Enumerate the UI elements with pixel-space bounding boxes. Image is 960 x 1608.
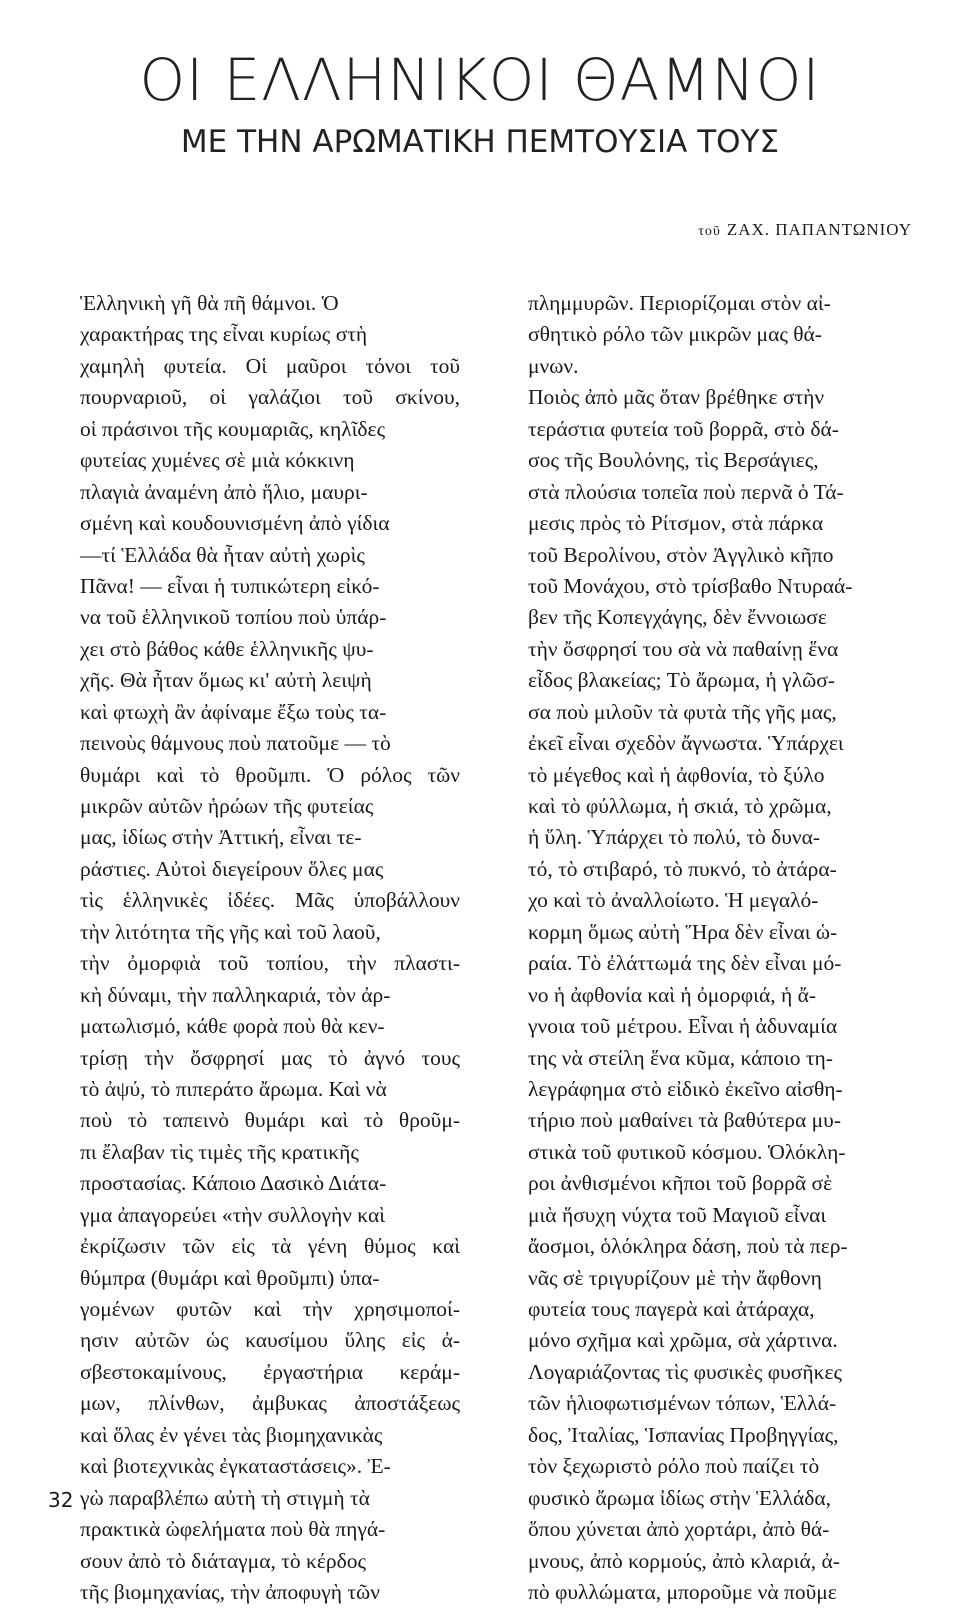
article-subtitle: ΜΕ ΤΗΝ ΑΡΩΜΑΤΙΚΗ ΠΕΜΤΟΥΣΙΑ ΤΟΥΣ — [180, 124, 780, 160]
text-line: τῆς βιομηχανίας, τὴν ἀποφυγὴ τῶν — [80, 1579, 380, 1604]
text-line: πλαγιὰ ἀναμένη ἀπὸ ἥλιο, μαυρι- — [80, 479, 368, 504]
text-line: θυμάρι καὶ τὸ θροῦμπι. Ὁ ρόλος τῶν — [80, 762, 460, 787]
text-line: γομένων φυτῶν καὶ τὴν χρησιμοποί- — [80, 1297, 460, 1321]
text-line: της νὰ στείλη ἕνα κῦμα, κάποιο τη- — [528, 1045, 833, 1070]
text-line: —τί Ἑλλάδα θὰ ἦταν αὐτὴ χωρὶς — [80, 542, 365, 567]
text-line: ροι ἀνθισμένοι κῆποι τοῦ βορρᾶ σὲ — [528, 1171, 833, 1196]
text-line: πὸ φυλλώματα, μποροῦμε νὰ ποῦμε — [528, 1579, 837, 1604]
text-line: νᾶς σὲ τριγυρίζουν μὲ τὴν ἄφθονη — [528, 1265, 822, 1290]
text-line: ποὺ τὸ ταπεινὸ θυμάρι καὶ τὸ θροῦμ- — [80, 1108, 460, 1133]
text-line: ἄοσμοι, ὁλόκληρα δάση, ποὺ τὰ περ- — [528, 1234, 848, 1259]
text-line: ὅπου χύνεται ἀπὸ χορτάρι, ἀπὸ θά- — [528, 1517, 830, 1542]
text-line: πρακτικὰ ὠφελήματα ποὺ θὰ πηγά- — [80, 1517, 386, 1542]
text-line: σος τῆς Βουλόνης, τὶς Βερσάγιες, — [528, 448, 819, 473]
text-line: Πᾶνα! — εἶναι ἡ τυπικώτερη εἰκό- — [80, 573, 380, 598]
text-line: ράστιες. Αὐτοὶ διεγείρουν ὅλες μας — [80, 856, 384, 881]
text-line: ἐκρίζωσιν τῶν εἰς τὰ γένη θύμος καὶ — [80, 1234, 460, 1259]
text-line: τῶν ἡλιοφωτισμένων τόπων, Ἑλλά- — [528, 1391, 837, 1416]
text-line: γὼ παραβλέπω αὐτὴ τὴ στιγμὴ τὰ — [80, 1485, 370, 1510]
text-line: τοῦ Μονάχου, στὸ τρίσβαθο Ντυραά- — [528, 573, 853, 598]
text-line: κὴ δύναμι, τὴν παλληκαριά, τὸν ἀρ- — [80, 982, 391, 1007]
text-line: εἶδος βλακείας; Τὸ ἄρωμα, ἡ γλῶσ- — [528, 668, 835, 693]
text-line: μων, πλίνθων, ἀμβυκας ἀποστάξεως — [80, 1391, 460, 1416]
text-line: σβεστοκαμίνους, ἐργαστήρια κεράμ- — [80, 1359, 460, 1384]
text-line: να τοῦ ἑλληνικοῦ τοπίου ποὺ ὑπάρ- — [80, 605, 387, 630]
text-line: μόνο σχῆμα καὶ χρῶμα, σὰ χάρτινα. — [528, 1328, 838, 1353]
text-line: ματωλισμό, κάθε φορὰ ποὺ θὰ κεν- — [80, 1014, 385, 1039]
text-line: μικρῶν αὐτῶν ἡρώων τῆς φυτείας — [80, 794, 374, 818]
text-line: σμένη καὶ κουδουνισμένη ἀπὸ γίδια — [80, 511, 390, 536]
text-line: βεν τῆς Κοπεγχάγης, δὲν ἔννοιωσε — [528, 605, 827, 630]
text-line: τὸ μέγεθος καὶ ἡ ἀφθονία, τὸ ξύλο — [528, 762, 825, 787]
article-title: ΟΙ ΕΛΛΗΝΙΚΟΙ ΘΑΜΝΟΙ — [139, 46, 821, 114]
text-line: τήριο ποὺ μαθαίνει τὰ βαθύτερα μυ- — [528, 1108, 841, 1133]
author-byline — [698, 220, 912, 240]
text-line: γμα ἀπαγορεύει «τὴν συλλογὴν καὶ — [80, 1202, 385, 1227]
text-line: σα ποὺ μιλοῦν τὰ φυτὰ τῆς γῆς μας, — [528, 699, 837, 724]
text-line: μας, ἰδίως στὴν Ἀττική, εἶναι τε- — [80, 825, 362, 850]
text-line: μεσις πρὸς τὸ Ρίτσμον, στὰ πάρκα — [528, 511, 824, 536]
text-line: ἡ ὕλη. Ὑπάρχει τὸ πολύ, τὸ δυνα- — [528, 825, 821, 850]
page-number: 32 — [48, 1488, 74, 1512]
text-line: οἱ πράσινοι τῆς κουμαριᾶς, κηλῖδες — [80, 416, 386, 441]
text-line: χο καὶ τὸ ἀναλλοίωτο. Ἡ μεγαλό- — [528, 888, 819, 913]
text-line: ησιν αὐτῶν ὡς καυσίμου ὕλης εἰς ἀ- — [80, 1328, 460, 1353]
left-column — [80, 288, 460, 1608]
text-line: προστασίας. Κάποιο Δασικὸ Διάτα- — [80, 1171, 387, 1196]
text-line: φυτεία τους παγερὰ καὶ ἀτάραχα, — [528, 1297, 815, 1321]
author-prefix: τοῦ — [698, 224, 721, 239]
text-line: τρίσῃ τὴν ὄσφρησί μας τὸ ἀγνό τους — [80, 1045, 460, 1070]
right-column — [528, 288, 928, 1608]
text-line: μνους, ἀπὸ κορμούς, ἀπὸ κλαριά, ἀ- — [528, 1548, 840, 1573]
text-line: Ἑλληνικὴ γῆ θὰ πῆ θάμνοι. Ὁ — [80, 291, 339, 315]
author-name: ΖΑΧ. ΠΑΠΑΝΤΩΝΙΟΥ — [726, 220, 912, 239]
text-line: τὴν λιτότητα τῆς γῆς καὶ τοῦ λαοῦ, — [80, 919, 381, 944]
text-line: στὰ πλούσια τοπεῖα ποὺ περνᾶ ὁ Τά- — [528, 479, 844, 504]
text-line: ραία. Τὸ ἐλάττωμά της δὲν εἶναι μό- — [528, 951, 842, 976]
text-line: σουν ἀπὸ τὸ διάταγμα, τὸ κέρδος — [80, 1548, 366, 1573]
text-line: πουρναριοῦ, οἱ γαλάζιοι τοῦ σκίνου, — [80, 385, 460, 410]
text-line: καὶ ὅλας ἐν γένει τὰς βιομηχανικὰς — [80, 1422, 383, 1447]
text-line: χαμηλὴ φυτεία. Οἱ μαῦροι τόνοι τοῦ — [80, 353, 460, 378]
text-line: στικὰ τοῦ φυτικοῦ κόσμου. Ὁλόκλη- — [528, 1139, 846, 1164]
text-line: τεράστια φυτεία τοῦ βορρᾶ, στὸ δά- — [528, 416, 839, 441]
text-line: μνων. — [528, 353, 579, 378]
text-line: νο ἡ ἀφθονία καὶ ἡ ὀμορφιά, ἡ ἄ- — [528, 982, 817, 1007]
text-line: τὸ ἀψύ, τὸ πιπεράτο ἄρωμα. Καὶ νὰ — [80, 1076, 387, 1101]
text-line: Ποιὸς ἀπὸ μᾶς ὅταν βρέθηκε στὴν — [528, 385, 825, 410]
text-line: χαρακτήρας της εἶναι κυρίως στὴ — [80, 322, 368, 347]
text-line: χει στὸ βάθος κάθε ἑλληνικῆς ψυ- — [80, 636, 374, 661]
text-line: φυτείας χυμένες σὲ μιὰ κόκκινη — [80, 448, 355, 473]
text-line: πεινοὺς θάμνους ποὺ πατοῦμε — τὸ — [80, 731, 391, 756]
text-line: ἐκεῖ εἶναι σχεδὸν ἄγνωστα. Ὑπάρχει — [528, 731, 844, 756]
text-line: δος, Ἰταλίας, Ἱσπανίας Προβηγγίας, — [528, 1422, 839, 1447]
text-line: τό, τὸ στιβαρό, τὸ πυκνό, τὸ ἀτάρα- — [528, 856, 837, 881]
text-line: λεγράφημα στὸ εἰδικὸ ἐκεῖνο αἰσθη- — [528, 1076, 843, 1101]
text-line: τὴν ὄσφρησί του σὰ νὰ παθαίνῃ ἕνα — [528, 636, 839, 661]
text-line: σθητικὸ ρόλο τῶν μικρῶν μας θά- — [528, 322, 822, 347]
text-line: γνοια τοῦ μέτρου. Εἶναι ἡ ἀδυναμία — [528, 1014, 838, 1039]
text-line: τὸν ξεχωριστὸ ρόλο ποὺ παίζει τὸ — [528, 1454, 820, 1479]
text-line: καὶ τὸ φύλλωμα, ἡ σκιά, τὸ χρῶμα, — [528, 794, 832, 818]
text-line: τὶς ἑλληνικὲς ἰδέες. Μᾶς ὑποβάλλουν — [80, 888, 460, 913]
text-line: τοῦ Βερολίνου, στὸν Ἀγγλικὸ κῆπο — [528, 542, 834, 567]
text-line: τὴν ὀμορφιὰ τοῦ τοπίου, τὴν πλαστι- — [80, 951, 460, 976]
text-line: καὶ φτωχὴ ἂν ἀφίναμε ἔξω τοὺς τα- — [80, 699, 387, 724]
text-line: κορμη ὅμως αὐτὴ Ἥρα δὲν εἶναι ὡ- — [528, 919, 838, 944]
text-line: πλημμυρῶν. Περιορίζομαι στὸν αἰ- — [528, 291, 831, 315]
text-line: χῆς. Θὰ ἦταν ὅμως κι' αὐτὴ λειψὴ — [80, 668, 372, 693]
text-line: μιὰ ἥσυχη νύχτα τοῦ Μαγιοῦ εἶναι — [528, 1202, 827, 1227]
text-line: θύμπρα (θυμάρι καὶ θροῦμπι) ὑπα- — [80, 1265, 380, 1290]
text-line: φυσικὸ ἄρωμα ἰδίως στὴν Ἑλλάδα, — [528, 1485, 831, 1510]
text-line: καὶ βιοτεχνικὰς ἐγκαταστάσεις». Ἐ- — [80, 1454, 391, 1479]
text-line: Λογαριάζοντας τὶς φυσικὲς φυσῆκες — [528, 1359, 843, 1384]
text-line: πι ἔλαβαν τὶς τιμὲς τῆς κρατικῆς — [80, 1139, 359, 1164]
